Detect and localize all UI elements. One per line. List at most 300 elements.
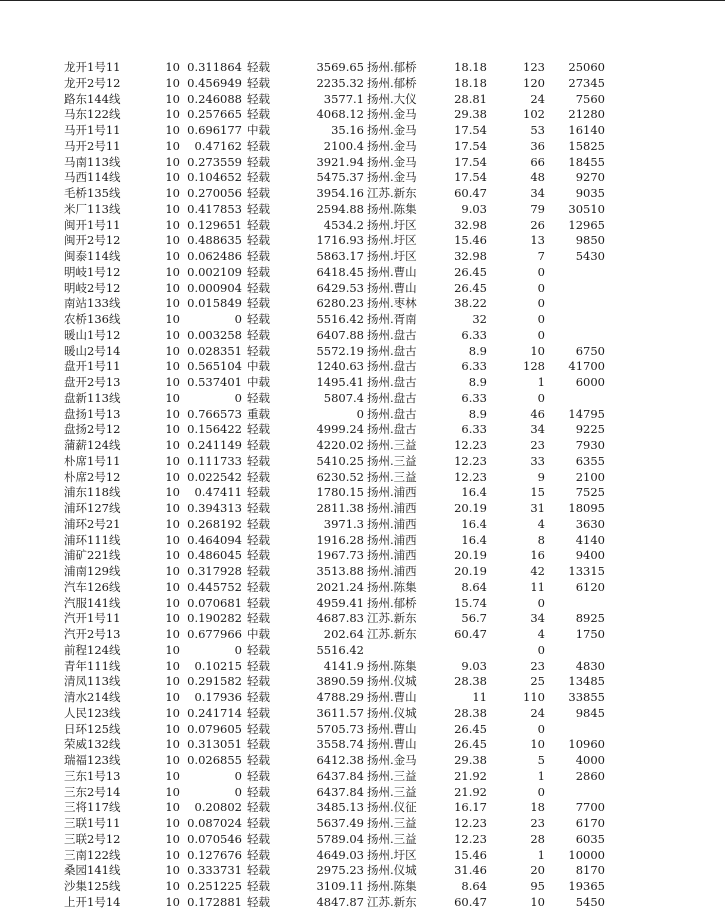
substation-cell: 江苏.新东: [367, 611, 417, 626]
table-row: [0, 674, 725, 690]
substation-cell: 扬州.曹山: [367, 721, 417, 736]
substation-cell: 扬州.盘古: [367, 406, 417, 421]
count-cell: 7: [537, 249, 545, 263]
substation-cell: 扬州.大仪: [367, 91, 417, 106]
load-rate-cell: 0.104652: [187, 170, 242, 185]
line-name-cell: 沙集125线: [64, 879, 121, 893]
length-cell: 15.74: [454, 595, 487, 610]
capacity-cell: [560, 281, 605, 297]
load-rate-cell: 0.17936: [194, 690, 242, 704]
value-cell: 3921.94: [316, 154, 364, 169]
voltage-cell: 10: [165, 721, 180, 736]
capacity-cell: 3630: [575, 516, 605, 531]
length-cell: 20.19: [454, 564, 487, 578]
length-cell: 17.54: [454, 170, 487, 185]
table-row: [0, 706, 725, 722]
load-status-cell: 轻载: [247, 469, 270, 484]
load-status-cell: 轻载: [247, 831, 270, 846]
line-name-cell: 盘扬1号13: [64, 406, 121, 421]
value-cell: 5705.73: [316, 721, 364, 736]
count-cell: 4: [537, 516, 545, 531]
count-cell: 48: [530, 170, 545, 185]
load-status-cell: 轻载: [247, 249, 270, 263]
table-row: [0, 501, 725, 517]
count-cell: 0: [537, 784, 545, 799]
load-status-cell: 轻载: [247, 532, 270, 547]
count-cell: 66: [530, 154, 545, 169]
substation-cell: 扬州.圩区: [367, 217, 417, 232]
load-rate-cell: 0.172881: [187, 894, 242, 909]
count-cell: 10: [530, 894, 545, 909]
line-name-cell: 毛桥135线: [64, 186, 121, 200]
load-status-cell: 轻载: [247, 327, 270, 342]
count-cell: 123: [523, 60, 545, 74]
capacity-cell: 41700: [568, 359, 605, 374]
capacity-cell: 9035: [575, 186, 605, 200]
capacity-cell: 10960: [568, 737, 605, 752]
value-cell: 4649.03: [316, 847, 364, 862]
load-status-cell: 轻载: [247, 485, 270, 500]
line-name-cell: 暖山1号12: [64, 327, 121, 342]
table-row: [0, 863, 725, 879]
substation-cell: 扬州.圩区: [367, 233, 417, 248]
voltage-cell: 10: [165, 768, 180, 783]
load-status-cell: 轻载: [247, 548, 270, 563]
load-status-cell: 轻载: [247, 390, 270, 405]
load-rate-cell: 0.129651: [187, 217, 242, 232]
length-cell: 8.9: [468, 343, 487, 358]
voltage-cell: 10: [165, 201, 180, 216]
load-rate-cell: 0.10215: [194, 658, 242, 673]
count-cell: 23: [530, 816, 545, 830]
table-row: [0, 611, 725, 627]
voltage-cell: 10: [165, 280, 180, 295]
line-name-cell: 浦矿221线: [64, 548, 121, 563]
table-row: [0, 218, 725, 234]
voltage-cell: 10: [165, 863, 180, 878]
table-row: [0, 470, 725, 486]
load-status-cell: 中载: [247, 627, 270, 641]
voltage-cell: 10: [165, 579, 180, 594]
value-cell: 5789.04: [316, 831, 364, 846]
substation-cell: 江苏.新东: [367, 627, 417, 641]
line-name-cell: 明岐1号12: [64, 264, 121, 279]
load-status-cell: 轻载: [247, 453, 270, 468]
line-name-cell: 盘开1号11: [64, 359, 121, 374]
capacity-cell: 12965: [568, 217, 605, 232]
load-rate-cell: 0.291582: [187, 674, 242, 689]
count-cell: 34: [530, 186, 545, 200]
length-cell: 6.33: [461, 422, 487, 437]
length-cell: 12.23: [454, 438, 487, 452]
substation-cell: 扬州.仪城: [367, 863, 417, 878]
substation-cell: 扬州.盘古: [367, 327, 417, 342]
value-cell: 1495.41: [316, 375, 364, 389]
load-rate-cell: 0.537401: [187, 375, 242, 389]
voltage-cell: 10: [165, 784, 180, 799]
value-cell: 5516.42: [316, 642, 364, 657]
voltage-cell: 10: [165, 753, 180, 767]
substation-cell: 扬州.金马: [367, 123, 417, 137]
load-rate-cell: 0.246088: [187, 91, 242, 106]
capacity-cell: [560, 643, 605, 659]
line-name-cell: 汽开2号13: [64, 627, 121, 641]
value-cell: 2021.24: [316, 579, 364, 594]
table-row: [0, 296, 725, 312]
capacity-cell: 33855: [568, 690, 605, 704]
substation-cell: 扬州.三益: [367, 831, 417, 846]
length-cell: 32: [472, 312, 487, 326]
value-cell: 2235.32: [316, 75, 364, 90]
value-cell: 3513.88: [316, 564, 364, 578]
load-rate-cell: 0.445752: [187, 579, 242, 594]
voltage-cell: 10: [165, 249, 180, 263]
voltage-cell: 10: [165, 516, 180, 531]
load-rate-cell: 0: [234, 312, 242, 326]
load-rate-cell: 0.070546: [187, 831, 242, 846]
capacity-cell: 15825: [568, 138, 605, 153]
substation-cell: 扬州.浦西: [367, 548, 417, 563]
load-status-cell: 轻载: [247, 579, 270, 594]
line-name-cell: 明岐2号12: [64, 280, 121, 295]
substation-cell: 扬州.金马: [367, 138, 417, 153]
substation-cell: 扬州.陈集: [367, 579, 417, 594]
value-cell: 3485.13: [316, 800, 364, 815]
count-cell: 18: [530, 800, 545, 815]
table-row: [0, 186, 725, 202]
load-status-cell: 轻载: [247, 658, 270, 673]
length-cell: 12.23: [454, 453, 487, 468]
value-cell: 2100.4: [323, 138, 364, 153]
count-cell: 110: [523, 690, 545, 704]
length-cell: 60.47: [454, 894, 487, 909]
voltage-cell: 10: [165, 674, 180, 689]
value-cell: 1240.63: [316, 359, 364, 374]
voltage-cell: 10: [165, 422, 180, 437]
count-cell: 0: [537, 327, 545, 342]
capacity-cell: 21280: [568, 107, 605, 122]
voltage-cell: 10: [165, 359, 180, 374]
line-name-cell: 米厂113线: [64, 201, 121, 216]
line-name-cell: 三联2号12: [64, 831, 121, 846]
substation-cell: 扬州.浦西: [367, 532, 417, 547]
length-cell: 20.19: [454, 501, 487, 515]
count-cell: 10: [530, 343, 545, 358]
load-status-cell: 轻载: [247, 170, 270, 185]
substation-cell: 扬州.枣林: [367, 296, 417, 311]
count-cell: 79: [530, 201, 545, 216]
capacity-cell: 25060: [568, 60, 605, 74]
table-row: [0, 769, 725, 785]
value-cell: 202.64: [323, 627, 364, 641]
load-status-cell: 轻载: [247, 516, 270, 531]
count-cell: 20: [530, 863, 545, 878]
length-cell: 9.03: [461, 658, 487, 673]
load-status-cell: 轻载: [247, 674, 270, 689]
capacity-cell: 6355: [575, 453, 605, 468]
line-name-cell: 荣威132线: [64, 737, 121, 752]
substation-cell: 扬州.盘古: [367, 390, 417, 405]
substation-cell: 扬州.圩区: [367, 249, 417, 263]
table-row: [0, 76, 725, 92]
load-rate-cell: 0.022542: [187, 469, 242, 484]
length-cell: 28.38: [454, 705, 487, 720]
count-cell: 26: [530, 217, 545, 232]
capacity-cell: [560, 596, 605, 612]
load-rate-cell: 0.333731: [187, 863, 242, 878]
capacity-cell: 5450: [575, 894, 605, 909]
count-cell: 33: [530, 453, 545, 468]
substation-cell: 扬州.浦西: [367, 485, 417, 500]
line-name-cell: 人民123线: [64, 705, 121, 720]
length-cell: 26.45: [454, 264, 487, 279]
load-rate-cell: 0.070681: [187, 595, 242, 610]
table-row: [0, 816, 725, 832]
substation-cell: 扬州.曹山: [367, 280, 417, 295]
value-cell: 5637.49: [316, 816, 364, 830]
load-status-cell: 轻载: [247, 721, 270, 736]
length-cell: 18.18: [454, 60, 487, 74]
voltage-cell: 10: [165, 375, 180, 389]
substation-cell: 扬州.金马: [367, 170, 417, 185]
voltage-cell: 10: [165, 186, 180, 200]
value-cell: 3569.65: [316, 60, 364, 74]
capacity-cell: 6750: [575, 343, 605, 358]
length-cell: 12.23: [454, 831, 487, 846]
count-cell: 0: [537, 280, 545, 295]
length-cell: 17.54: [454, 154, 487, 169]
line-name-cell: 浦东118线: [64, 485, 121, 500]
value-cell: 5807.4: [323, 390, 364, 405]
line-name-cell: 清凤113线: [64, 674, 121, 689]
capacity-cell: 2100: [575, 469, 605, 484]
capacity-cell: 2860: [575, 768, 605, 783]
value-cell: 1716.93: [316, 233, 364, 248]
voltage-cell: 10: [165, 264, 180, 279]
load-status-cell: 轻载: [247, 217, 270, 232]
line-name-cell: 青年111线: [64, 658, 121, 673]
count-cell: 23: [530, 438, 545, 452]
line-name-cell: 马西114线: [64, 170, 121, 185]
table-row: [0, 328, 725, 344]
count-cell: 0: [537, 642, 545, 657]
length-cell: 17.54: [454, 138, 487, 153]
table-row: [0, 454, 725, 470]
load-rate-cell: 0: [234, 768, 242, 783]
length-cell: 16.17: [454, 800, 487, 815]
line-name-cell: 农桥136线: [64, 312, 121, 326]
value-cell: 1916.28: [316, 532, 364, 547]
count-cell: 0: [537, 390, 545, 405]
load-rate-cell: 0.417853: [187, 201, 242, 216]
substation-cell: 扬州.郁桥: [367, 75, 417, 90]
load-status-cell: 轻载: [247, 642, 270, 657]
load-rate-cell: 0.311864: [187, 60, 242, 74]
line-name-cell: 瑞福123线: [64, 753, 121, 767]
value-cell: 3109.11: [316, 879, 364, 893]
load-status-cell: 轻载: [247, 107, 270, 122]
load-rate-cell: 0: [234, 642, 242, 657]
value-cell: 2594.88: [316, 201, 364, 216]
capacity-cell: [560, 328, 605, 344]
value-cell: 5572.19: [316, 343, 364, 358]
length-cell: 6.33: [461, 359, 487, 374]
substation-cell: 扬州.三益: [367, 453, 417, 468]
load-status-cell: 轻载: [247, 264, 270, 279]
load-status-cell: 轻载: [247, 611, 270, 626]
load-status-cell: 轻载: [247, 564, 270, 578]
capacity-cell: 6120: [575, 579, 605, 594]
voltage-cell: 10: [165, 469, 180, 484]
value-cell: 4959.41: [316, 595, 364, 610]
voltage-cell: 10: [165, 107, 180, 122]
value-cell: 4788.29: [316, 690, 364, 704]
load-rate-cell: 0.062486: [187, 249, 242, 263]
load-status-cell: 轻载: [247, 233, 270, 248]
substation-cell: 扬州.浦西: [367, 516, 417, 531]
count-cell: 1: [537, 375, 545, 389]
load-rate-cell: 0.127676: [187, 847, 242, 862]
load-status-cell: 轻载: [247, 784, 270, 799]
capacity-cell: [560, 785, 605, 801]
length-cell: 16.4: [461, 532, 487, 547]
count-cell: 25: [530, 674, 545, 689]
voltage-cell: 10: [165, 595, 180, 610]
count-cell: 28: [530, 831, 545, 846]
value-cell: 4847.87: [316, 894, 364, 909]
length-cell: 17.54: [454, 123, 487, 137]
load-rate-cell: 0.003258: [187, 327, 242, 342]
capacity-cell: 1750: [575, 627, 605, 641]
capacity-cell: [560, 265, 605, 281]
length-cell: 15.46: [454, 847, 487, 862]
voltage-cell: 10: [165, 658, 180, 673]
line-name-cell: 三东1号13: [64, 768, 121, 783]
substation-cell: 扬州.仪城: [367, 674, 417, 689]
capacity-cell: 9225: [575, 422, 605, 437]
load-rate-cell: 0.241149: [187, 438, 242, 452]
load-rate-cell: 0.268192: [187, 516, 242, 531]
load-status-cell: 轻载: [247, 595, 270, 610]
line-name-cell: 浦环111线: [64, 532, 121, 547]
table-row: [0, 170, 725, 186]
table-row: [0, 344, 725, 360]
line-name-cell: 路东144线: [64, 91, 121, 106]
voltage-cell: 10: [165, 564, 180, 578]
table-row: [0, 92, 725, 108]
load-rate-cell: 0.257665: [187, 107, 242, 122]
substation-cell: 扬州.郁桥: [367, 595, 417, 610]
load-status-cell: 轻载: [247, 863, 270, 878]
length-cell: 15.46: [454, 233, 487, 248]
load-status-cell: 轻载: [247, 847, 270, 862]
count-cell: 31: [530, 501, 545, 515]
load-rate-cell: 0.486045: [187, 548, 242, 563]
substation-cell: 扬州.浦西: [367, 564, 417, 578]
capacity-cell: 13315: [568, 564, 605, 578]
load-rate-cell: 0.111733: [187, 453, 242, 468]
load-status-cell: 轻载: [247, 91, 270, 106]
value-cell: 6418.45: [316, 264, 364, 279]
load-rate-cell: 0.087024: [187, 816, 242, 830]
capacity-cell: 9270: [575, 170, 605, 185]
capacity-cell: 7560: [575, 91, 605, 106]
line-name-cell: 龙开2号12: [64, 75, 121, 90]
line-name-cell: 清水214线: [64, 690, 121, 704]
count-cell: 36: [530, 138, 545, 153]
capacity-cell: 14795: [568, 406, 605, 421]
value-cell: 6437.84: [316, 784, 364, 799]
value-cell: 3971.3: [323, 516, 364, 531]
substation-cell: 扬州.盘古: [367, 375, 417, 389]
load-status-cell: 轻载: [247, 705, 270, 720]
table-row: [0, 123, 725, 139]
voltage-cell: 10: [165, 296, 180, 311]
table-row: [0, 265, 725, 281]
load-rate-cell: 0.766573: [187, 406, 242, 421]
length-cell: 8.64: [461, 879, 487, 893]
length-cell: 8.9: [468, 375, 487, 389]
table-row: [0, 155, 725, 171]
load-rate-cell: 0.026855: [187, 753, 242, 767]
voltage-cell: 10: [165, 705, 180, 720]
value-cell: 5863.17: [316, 249, 364, 263]
length-cell: 28.81: [454, 91, 487, 106]
length-cell: 12.23: [454, 469, 487, 484]
substation-cell: 扬州.三益: [367, 784, 417, 799]
value-cell: 5410.25: [316, 453, 364, 468]
length-cell: 26.45: [454, 280, 487, 295]
load-status-cell: 中载: [247, 359, 270, 374]
capacity-cell: 18095: [568, 501, 605, 515]
top-border: [0, 0, 725, 1]
table-row: [0, 202, 725, 218]
substation-cell: [367, 643, 425, 659]
substation-cell: 扬州.盘古: [367, 422, 417, 437]
length-cell: 32.98: [454, 217, 487, 232]
table-row: [0, 60, 725, 76]
line-name-cell: 汽服141线: [64, 595, 121, 610]
count-cell: 15: [530, 485, 545, 500]
table-row: [0, 785, 725, 801]
length-cell: 60.47: [454, 186, 487, 200]
table-row: [0, 422, 725, 438]
table-row: [0, 659, 725, 675]
count-cell: 0: [537, 595, 545, 610]
value-cell: 0: [356, 406, 364, 421]
table-row: [0, 517, 725, 533]
load-rate-cell: 0.015849: [187, 296, 242, 311]
table-row: [0, 485, 725, 501]
voltage-cell: 10: [165, 894, 180, 909]
line-name-cell: 蒲薪124线: [64, 438, 121, 452]
length-cell: 12.23: [454, 816, 487, 830]
length-cell: 9.03: [461, 201, 487, 216]
load-status-cell: 轻载: [247, 894, 270, 909]
line-name-cell: 马开1号11: [64, 123, 121, 137]
load-status-cell: 轻载: [247, 312, 270, 326]
capacity-cell: 13485: [568, 674, 605, 689]
voltage-cell: 10: [165, 611, 180, 626]
capacity-cell: [560, 391, 605, 407]
length-cell: 56.7: [461, 611, 487, 626]
line-name-cell: 闽开2号12: [64, 233, 121, 248]
line-name-cell: 闽泰114线: [64, 249, 121, 263]
capacity-cell: 10000: [568, 847, 605, 862]
load-status-cell: 轻载: [247, 154, 270, 169]
voltage-cell: 10: [165, 800, 180, 815]
length-cell: 38.22: [454, 296, 487, 311]
